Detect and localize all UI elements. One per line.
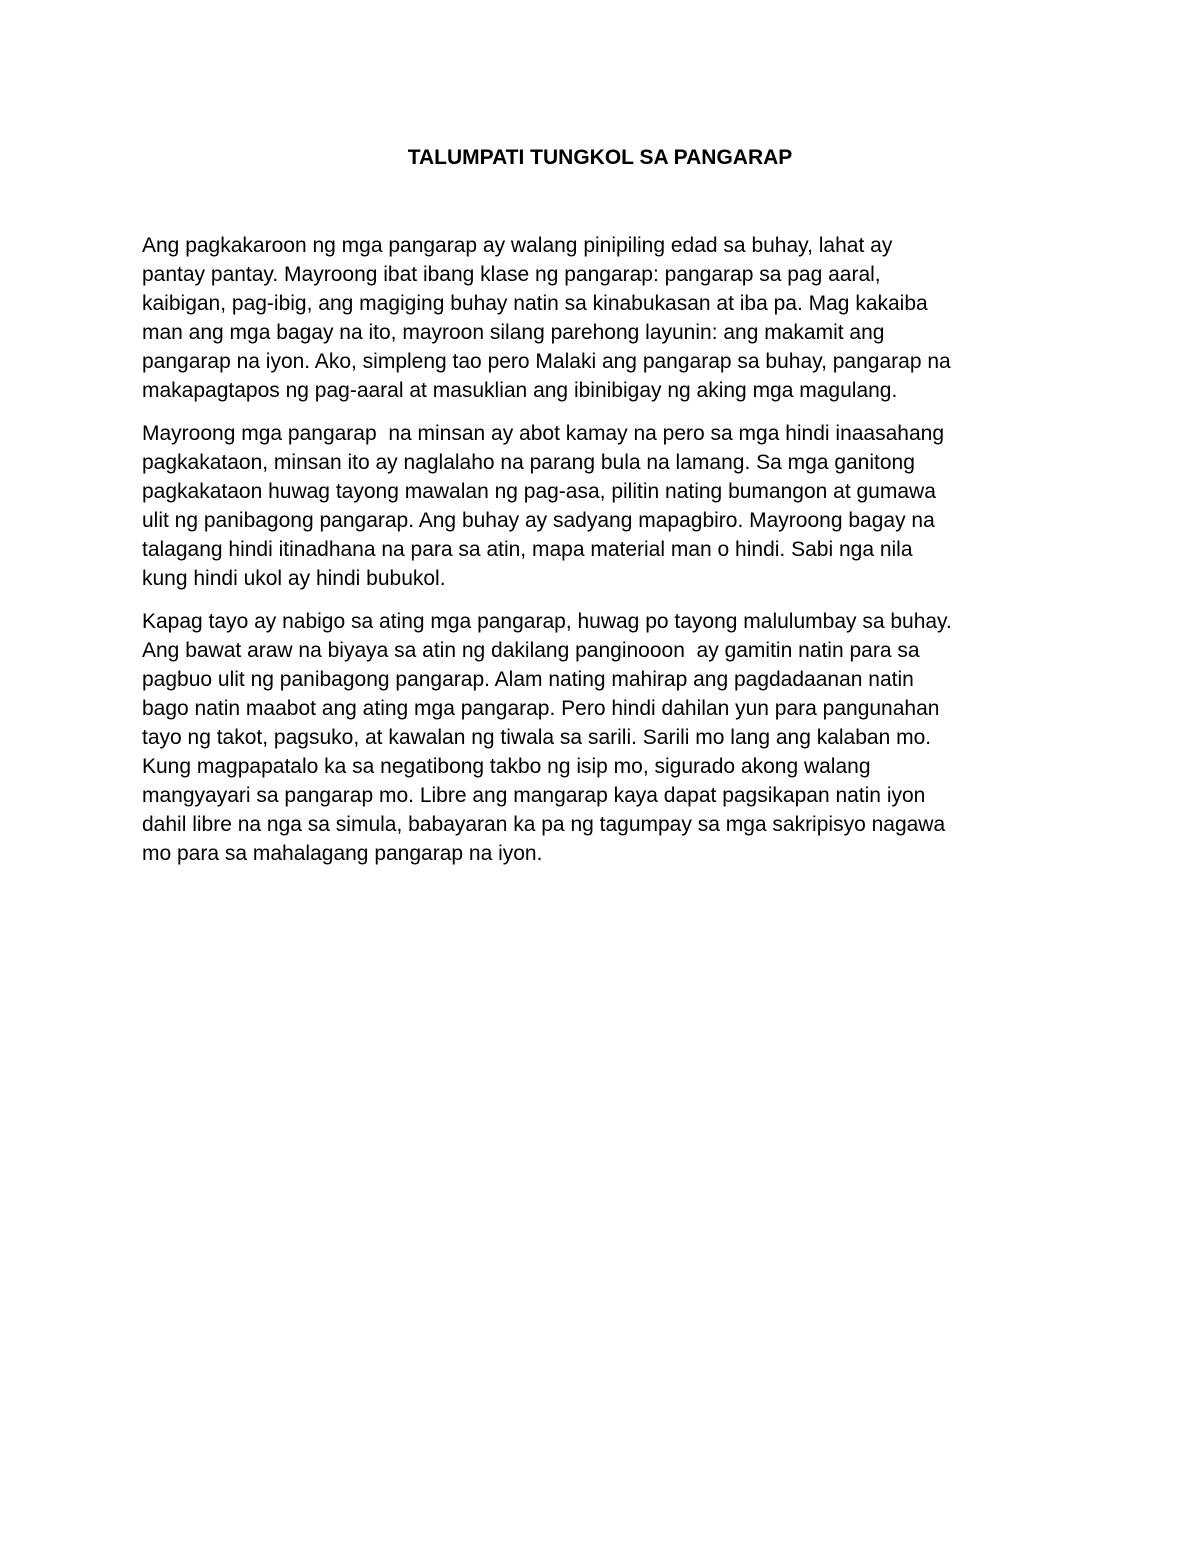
text-line: pagkakataon, minsan ito ay naglalaho na parang bula na lamang. Sa mga ganitong bbox=[142, 451, 915, 474]
text-line: Ang bawat araw na biyaya sa atin ng dakilang panginooon ay gamitin natin para sa bbox=[142, 639, 920, 662]
text-line: ulit ng panibagong pangarap. Ang buhay ay sadyang mapagbiro. Mayroong bagay na bbox=[142, 509, 935, 532]
text-line: makapagtapos ng pag-aaral at masuklian ang ibinibigay ng aking mga magulang. bbox=[142, 379, 898, 402]
text-line: bago natin maabot ang ating mga pangarap. Pero hindi dahilan yun para pangunahan bbox=[142, 697, 940, 720]
text-line: mangyayari sa pangarap mo. Libre ang mangarap kaya dapat pagsikapan natin iyon bbox=[142, 784, 926, 807]
document-title: TALUMPATI TUNGKOL SA PANGARAP bbox=[407, 146, 793, 169]
text-line: pagbuo ulit ng panibagong pangarap. Alam nating mahirap ang pagdadaanan natin bbox=[142, 668, 914, 691]
document-body bbox=[142, 231, 1057, 882]
paragraph-3 bbox=[142, 607, 1057, 868]
text-line: Mayroong mga pangarap na minsan ay abot kamay na pero sa mga hindi inaasahang bbox=[142, 422, 945, 445]
text-line: talagang hindi itinadhana na para sa atin, mapa material man o hindi. Sabi nga nila bbox=[142, 538, 913, 561]
text-line: Kapag tayo ay nabigo sa ating mga pangarap, huwag po tayong malulumbay sa buhay. bbox=[142, 610, 952, 633]
paragraph-2 bbox=[142, 419, 1057, 593]
text-line: tayo ng takot, pagsuko, at kawalan ng tiwala sa sarili. Sarili mo lang ang kalaban mo. bbox=[142, 726, 932, 749]
text-line: kaibigan, pag-ibig, ang magiging buhay natin sa kinabukasan at iba pa. Mag kakaiba bbox=[142, 292, 928, 315]
text-line: Kung magpapatalo ka sa negatibong takbo ng isip mo, sigurado akong walang bbox=[142, 755, 871, 778]
text-line: mo para sa mahalagang pangarap na iyon. bbox=[142, 842, 543, 865]
text-line: dahil libre na nga sa simula, babayaran ka pa ng tagumpay sa mga sakripisyo nagawa bbox=[142, 813, 946, 836]
text-line: pangarap na iyon. Ako, simpleng tao pero Malaki ang pangarap sa buhay, pangarap na bbox=[142, 350, 951, 373]
text-line: pantay pantay. Mayroong ibat ibang klase ng pangarap: pangarap sa pag aaral, bbox=[142, 263, 881, 286]
paragraph-1 bbox=[142, 231, 1057, 405]
text-line: kung hindi ukol ay hindi bubukol. bbox=[142, 567, 446, 590]
text-line: Ang pagkakaroon ng mga pangarap ay walang pinipiling edad sa buhay, lahat ay bbox=[142, 234, 893, 257]
text-line: pagkakataon huwag tayong mawalan ng pag-asa, pilitin nating bumangon at gumawa bbox=[142, 480, 936, 503]
text-line: man ang mga bagay na ito, mayroon silang parehong layunin: ang makamit ang bbox=[142, 321, 885, 344]
